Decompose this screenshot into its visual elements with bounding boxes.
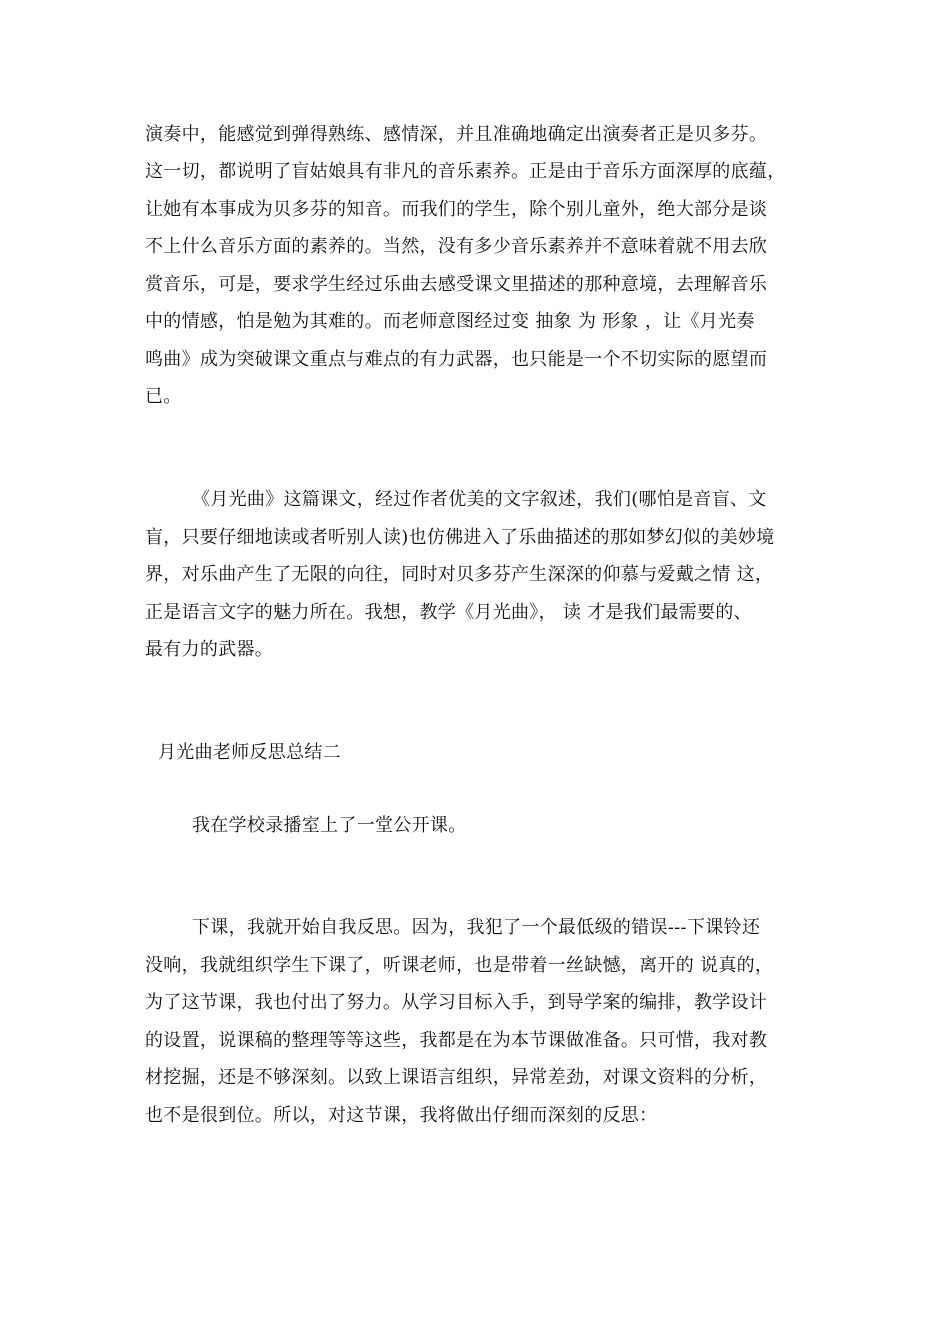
- text-line: 为了这节课，我也付出了努力。从学习目标入手，到导学案的编排，教学设计: [145, 992, 768, 1013]
- text-line: 中的情感，怕是勉为其难的。而老师意图经过变 抽象 为 形象 ，让《月光奏: [145, 311, 755, 332]
- text-line: 正是语言文字的魅力所在。我想，教学《月光曲》， 读 才是我们最需要的、: [145, 602, 752, 623]
- text-line: 演奏中，能感觉到弹得熟练、感情深，并且准确地确定出演奏者正是贝多芬。: [145, 124, 768, 145]
- text-line: 让她有本事成为贝多芬的知音。而我们的学生，除个别儿童外，绝大部分是谈: [145, 199, 768, 220]
- text-line: 鸣曲》成为突破课文重点与难点的有力武器，也只能是一个不切实际的愿望而: [145, 349, 768, 370]
- text-line: 没响，我就组织学生下课了，听课老师，也是带着一丝缺憾，离开的 说真的，: [145, 955, 774, 976]
- section-heading: 月光曲老师反思总结二: [158, 742, 341, 763]
- text-line: 这一切，都说明了盲姑娘具有非凡的音乐素养。正是由于音乐方面深厚的底蕴，: [145, 161, 786, 182]
- text-line: 盲，只要仔细地读或者听别人读)也仿佛进入了乐曲描述的那如梦幻似的美妙境: [145, 527, 775, 548]
- text-line: 已。: [145, 386, 182, 407]
- text-line: 下课，我就开始自我反思。因为，我犯了一个最低级的错误---下课铃还: [192, 917, 761, 938]
- text-line: 也不是很到位。所以，对这节课，我将做出仔细而深刻的反思：: [145, 1105, 658, 1126]
- text-line: 材挖掘，还是不够深刻。以致上课语言组织，异常差劲，对课文资料的分析，: [145, 1067, 768, 1088]
- text-line: 的设置，说课稿的整理等等这些，我都是在为本节课做准备。只可惜，我对教: [145, 1030, 768, 1051]
- text-line: 《月光曲》这篇课文，经过作者优美的文字叙述，我们(哪怕是音盲、文: [192, 489, 767, 510]
- text-line: 不上什么音乐方面的素养的。当然，没有多少音乐素养并不意味着就不用去欣: [145, 236, 768, 257]
- text-line: 我在学校录播室上了一堂公开课。: [192, 815, 467, 836]
- text-line: 赏音乐，可是，要求学生经过乐曲去感受课文里描述的那种意境，去理解音乐: [145, 274, 768, 295]
- text-line: 界，对乐曲产生了无限的向往，同时对贝多芬产生深深的仰慕与爱戴之情 这，: [145, 564, 774, 585]
- text-line: 最有力的武器。: [145, 639, 274, 660]
